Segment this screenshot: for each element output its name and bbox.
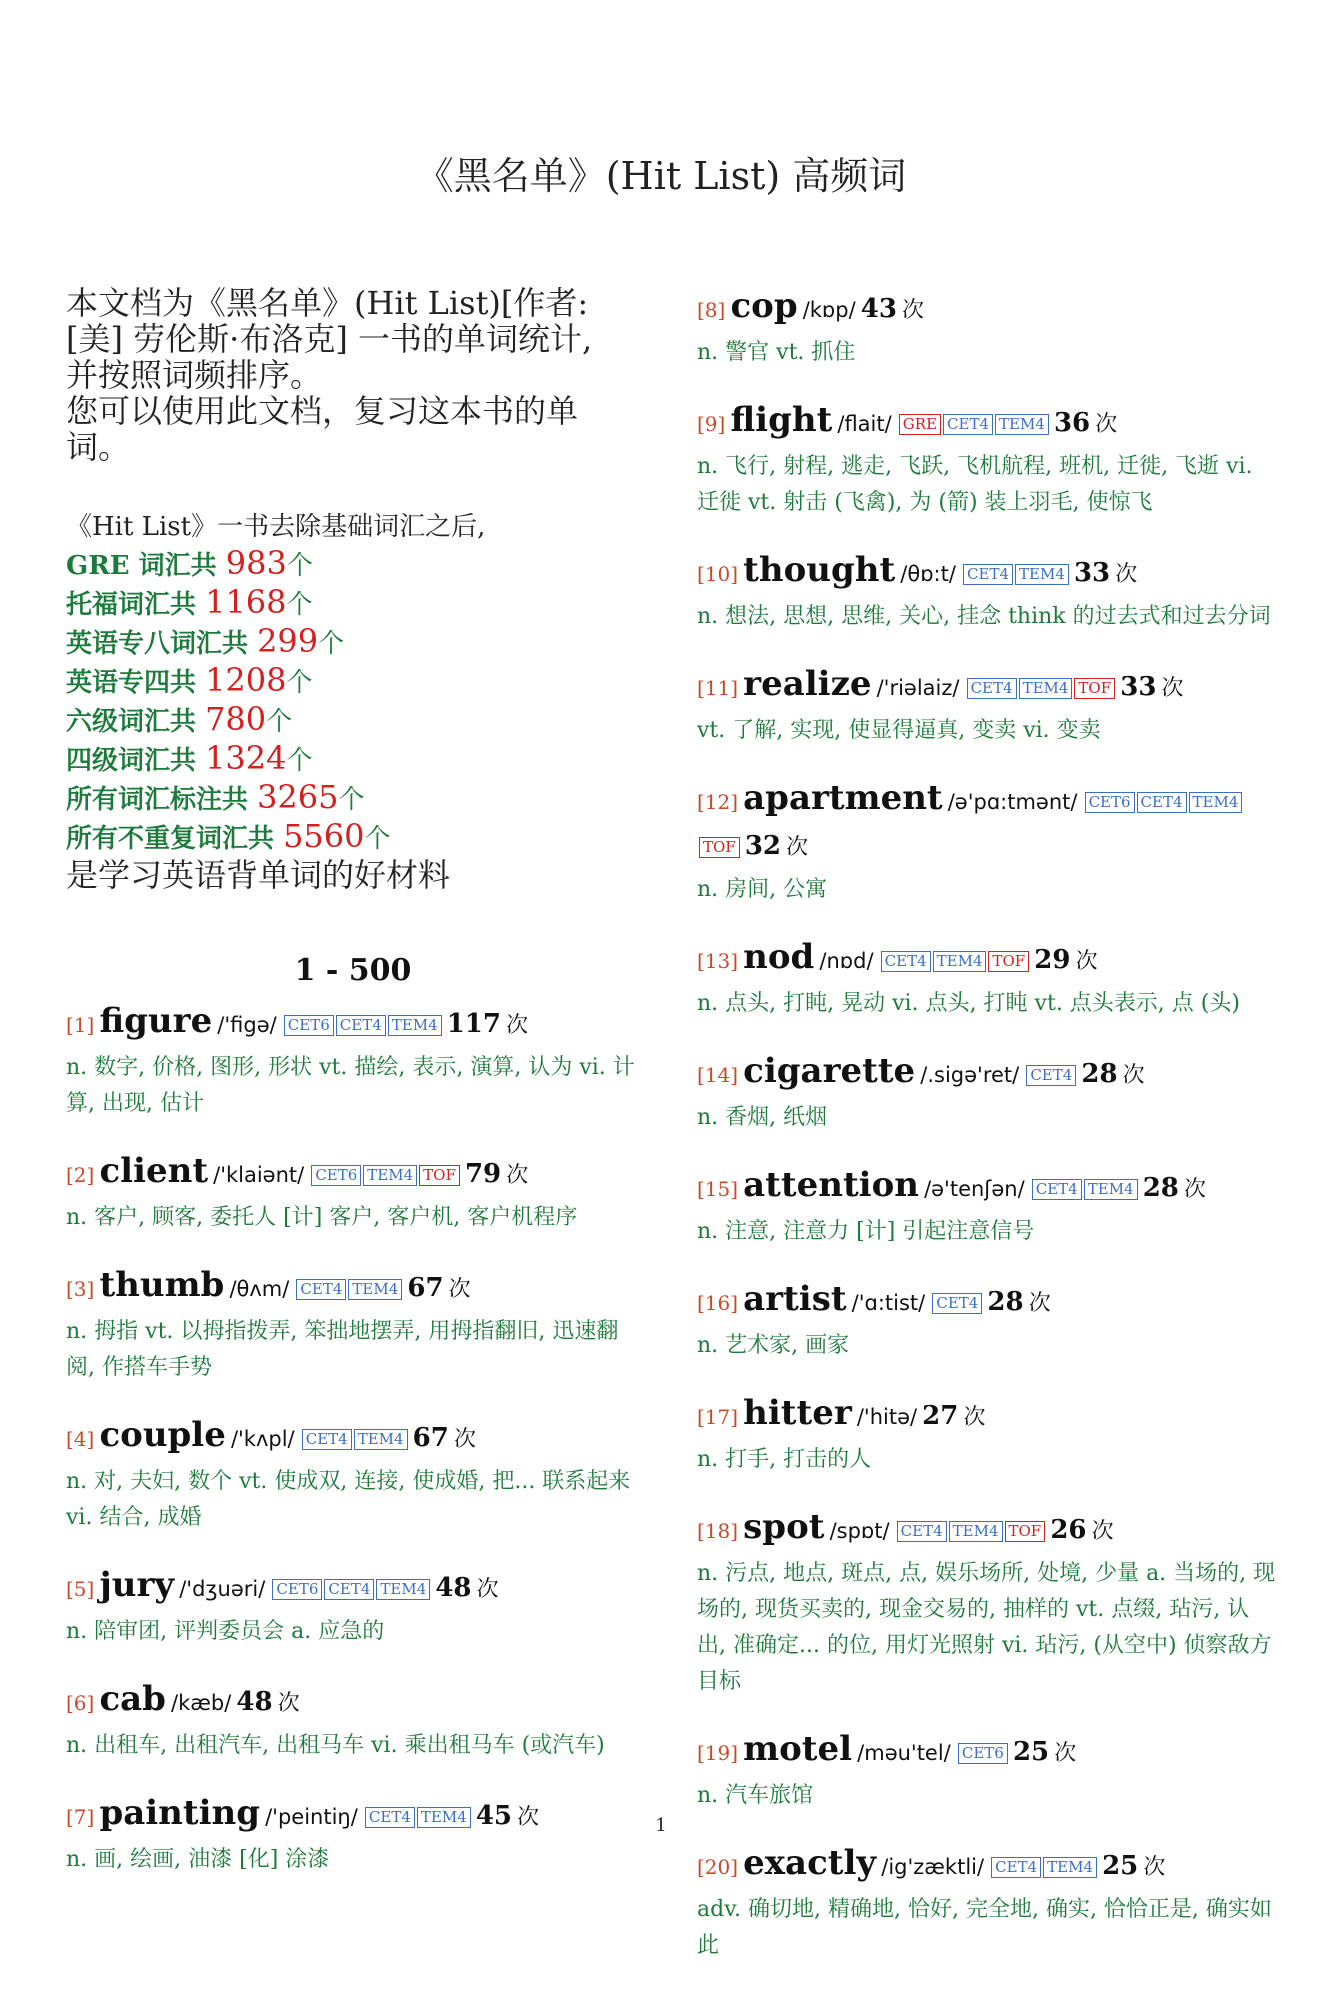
- exam-tag: CET4: [296, 1279, 346, 1300]
- entry-index: [7]: [66, 1805, 95, 1829]
- entry-count: 26: [1050, 1515, 1087, 1545]
- entry-index: [6]: [66, 1691, 95, 1715]
- entry-headline: [66, 1678, 640, 1726]
- entry-count: 36: [1053, 408, 1091, 438]
- word-entry: [697, 1392, 1277, 1478]
- entry-index: [4]: [66, 1427, 95, 1451]
- word-entry: [66, 1264, 640, 1386]
- intro-line: 词。: [66, 428, 131, 466]
- stat-number: 983: [225, 544, 287, 582]
- entry-word: motel: [743, 1729, 853, 1769]
- entry-phonetic: /kɒp/: [802, 298, 856, 322]
- word-entry: [697, 1842, 1277, 1964]
- stat-label: GRE 词汇共: [66, 551, 226, 581]
- entry-phonetic: /ig'zæktli/: [881, 1855, 985, 1879]
- entry-headline: [66, 1564, 640, 1612]
- word-entry: [697, 285, 1277, 371]
- stats-conclusion: 是学习英语背单词的好材料: [66, 856, 451, 894]
- entry-phonetic: /θɒ:t/: [900, 562, 956, 586]
- count-unit: 次: [1028, 1291, 1051, 1316]
- entry-definition: n. 客户, 顾客, 委托人 [计] 客户, 客户机, 客户机程序: [66, 1205, 578, 1230]
- word-entry: [697, 399, 1277, 521]
- stat-row: [66, 584, 640, 623]
- entry-headline: [697, 1506, 1277, 1554]
- entry-phonetic: /'kʌpl/: [230, 1427, 295, 1451]
- entry-count: 25: [1012, 1737, 1050, 1767]
- word-list-right: [697, 285, 1277, 1964]
- stat-number: 780: [205, 700, 267, 738]
- entry-headline: [697, 777, 1277, 870]
- stat-unit: 个: [338, 785, 365, 815]
- entry-index: [3]: [66, 1277, 95, 1301]
- entry-definition: n. 房间, 公寓: [697, 877, 828, 902]
- entry-index: [13]: [697, 949, 739, 973]
- entry-phonetic: /'riəlaiz/: [876, 676, 960, 700]
- exam-tag: TEM4: [1043, 1857, 1097, 1878]
- stat-unit: 个: [286, 590, 313, 620]
- count-unit: 次: [963, 1405, 986, 1430]
- entry-count: 27: [922, 1401, 959, 1431]
- entry-word: hitter: [743, 1393, 852, 1433]
- entry-phonetic: /'peintiŋ/: [265, 1805, 358, 1829]
- intro-line: 并按照词频排序。: [66, 356, 323, 394]
- entry-word: attention: [743, 1165, 919, 1205]
- entry-count: 28: [987, 1287, 1024, 1317]
- entry-headline: [697, 1728, 1277, 1776]
- entry-word: painting: [99, 1793, 260, 1833]
- entry-count: 25: [1102, 1851, 1139, 1881]
- entry-index: [2]: [66, 1163, 95, 1187]
- stats-heading: 《Hit List》一书去除基础词汇之后,: [66, 512, 486, 542]
- stat-row: [66, 740, 640, 779]
- exam-tag: TEM4: [949, 1521, 1003, 1542]
- stat-label: 英语专四共: [66, 668, 206, 698]
- entry-index: [17]: [697, 1405, 739, 1429]
- entry-headline: [697, 663, 1277, 711]
- entry-definition: n. 污点, 地点, 斑点, 点, 娱乐场所, 处境, 少量 a. 当场的, 现场的, 现货买卖的, 现金交易的, 抽样的 vt. 点缀, 玷污, 认出, 准确定... 的位, 用灯光照射 vi. 玷污, (从空中) 侦察敌方目标: [697, 1561, 1276, 1694]
- stat-label: 英语专八词汇共: [66, 629, 258, 659]
- stat-unit: 个: [266, 707, 293, 737]
- stat-label: 四级词汇共: [66, 746, 206, 776]
- entry-definition: vt. 了解, 实现, 使显得逼真, 变卖 vi. 变卖: [697, 718, 1101, 743]
- word-entry: [697, 549, 1277, 635]
- count-unit: 次: [1161, 676, 1184, 701]
- exam-tag: TOF: [699, 837, 740, 858]
- entry-count: 29: [1034, 945, 1071, 975]
- entry-count: 67: [412, 1423, 449, 1453]
- entry-index: [19]: [697, 1741, 739, 1765]
- exam-tag: TEM4: [1189, 792, 1243, 813]
- exam-tag: TEM4: [348, 1279, 402, 1300]
- entry-phonetic: /.sigə'ret/: [920, 1063, 1020, 1087]
- exam-tag: CET4: [897, 1521, 947, 1542]
- entry-phonetic: /spɒt/: [829, 1519, 890, 1543]
- entry-headline: [66, 1264, 640, 1312]
- entry-headline: [697, 549, 1277, 597]
- entry-definition: n. 画, 绘画, 油漆 [化] 涂漆: [66, 1847, 330, 1872]
- word-entry: [697, 936, 1277, 1022]
- exam-tag: CET4: [967, 678, 1017, 699]
- exam-tag: CET4: [991, 1857, 1041, 1878]
- entry-count: 48: [435, 1573, 472, 1603]
- word-entry: [697, 1728, 1277, 1814]
- entry-word: spot: [743, 1507, 825, 1547]
- entry-count: 117: [446, 1009, 501, 1039]
- word-entry: [697, 777, 1277, 908]
- stats-list: [66, 545, 640, 857]
- entry-headline: [697, 285, 1277, 333]
- exam-tag: CET4: [932, 1293, 982, 1314]
- entry-count: 28: [1081, 1059, 1118, 1089]
- exam-tag: CET6: [311, 1165, 361, 1186]
- exam-tag: CET6: [272, 1579, 322, 1600]
- vocab-stats: [66, 509, 640, 893]
- stat-unit: 个: [364, 824, 391, 854]
- exam-tag: TOF: [1005, 1521, 1046, 1542]
- count-unit: 次: [1143, 1855, 1166, 1880]
- entry-definition: adv. 确切地, 精确地, 恰好, 完全地, 确实, 恰恰正是, 确实如此: [697, 1897, 1272, 1958]
- entry-definition: n. 出租车, 出租汽车, 出租马车 vi. 乘出租马车 (或汽车): [66, 1733, 605, 1758]
- entry-index: [8]: [697, 298, 726, 322]
- entry-count: 28: [1142, 1173, 1179, 1203]
- exam-tag: CET4: [1032, 1179, 1082, 1200]
- stat-row: [66, 662, 640, 701]
- entry-definition: n. 香烟, 纸烟: [697, 1105, 828, 1130]
- exam-tag: CET6: [958, 1743, 1008, 1764]
- entry-phonetic: /'klaiənt/: [213, 1163, 305, 1187]
- exam-tag: TEM4: [363, 1165, 417, 1186]
- exam-tag: TEM4: [1084, 1179, 1138, 1200]
- entry-phonetic: /'hitə/: [856, 1405, 918, 1429]
- right-column: [697, 285, 1277, 1992]
- entry-index: [14]: [697, 1063, 739, 1087]
- word-entry: [66, 1150, 640, 1236]
- entry-word: artist: [743, 1279, 847, 1319]
- entry-phonetic: /ə'tenʃən/: [924, 1177, 1025, 1201]
- entry-index: [10]: [697, 562, 739, 586]
- entry-headline: [697, 936, 1277, 984]
- word-entry: [66, 1678, 640, 1764]
- word-entry: [697, 1050, 1277, 1136]
- entry-count: 33: [1120, 672, 1157, 702]
- word-list-left: [66, 1000, 640, 1878]
- count-unit: 次: [1054, 1741, 1077, 1766]
- entry-definition: n. 打手, 打击的人: [697, 1447, 872, 1472]
- entry-word: client: [99, 1151, 209, 1191]
- entry-definition: n. 数字, 价格, 图形, 形状 vt. 描绘, 表示, 演算, 认为 vi. 计算, 出现, 估计: [66, 1055, 635, 1116]
- entry-phonetic: /'ɑ:tist/: [851, 1291, 926, 1315]
- stat-row: [66, 701, 640, 740]
- entry-definition: n. 陪审团, 评判委员会 a. 应急的: [66, 1619, 385, 1644]
- exam-tag: TEM4: [417, 1807, 471, 1828]
- entry-count: 32: [744, 831, 781, 861]
- entry-headline: [697, 1392, 1277, 1440]
- intro-line: 您可以使用此文档，复习这本书的单: [66, 392, 579, 430]
- exam-tag: GRE: [899, 414, 941, 435]
- entry-headline: [697, 1050, 1277, 1098]
- exam-tag: CET4: [365, 1807, 415, 1828]
- entry-definition: n. 想法, 思想, 思维, 关心, 挂念 think 的过去式和过去分词: [697, 604, 1271, 629]
- entry-phonetic: /nɒd/: [819, 949, 874, 973]
- exam-tag: TOF: [1074, 678, 1115, 699]
- entry-headline: [66, 1414, 640, 1462]
- entry-definition: n. 拇指 vt. 以拇指拨弄, 笨拙地摆弄, 用拇指翻旧, 迅速翻阅, 作搭车手势: [66, 1319, 619, 1380]
- exam-tag: CET6: [284, 1015, 334, 1036]
- entry-headline: [66, 1150, 640, 1198]
- entry-headline: [697, 1164, 1277, 1212]
- entry-word: apartment: [743, 778, 943, 818]
- document-title: 《黑名单》(Hit List) 高频词: [415, 154, 907, 198]
- count-unit: 次: [1122, 1063, 1145, 1088]
- entry-index: [16]: [697, 1291, 739, 1315]
- entry-count: 67: [407, 1273, 444, 1303]
- entry-word: cigarette: [743, 1051, 916, 1091]
- exam-tag: CET4: [1026, 1065, 1076, 1086]
- range-heading: 1 - 500: [294, 953, 412, 988]
- entry-index: [11]: [697, 676, 739, 700]
- entry-count: 43: [860, 294, 897, 324]
- entry-count: 33: [1073, 558, 1111, 588]
- entry-headline: [697, 399, 1277, 447]
- entry-index: [9]: [697, 412, 726, 436]
- word-entry: [697, 1164, 1277, 1250]
- entry-phonetic: /θʌm/: [229, 1277, 290, 1301]
- exam-tag: CET4: [336, 1015, 386, 1036]
- exam-tag: CET4: [881, 951, 931, 972]
- entry-word: couple: [99, 1415, 226, 1455]
- entry-headline: [66, 1000, 640, 1048]
- count-unit: 次: [506, 1163, 529, 1188]
- entry-index: [1]: [66, 1013, 95, 1037]
- entry-word: thought: [743, 550, 896, 590]
- entry-word: realize: [743, 664, 872, 704]
- intro-line: 本文档为《黑名单》(Hit List)[作者:: [66, 284, 589, 322]
- stat-unit: 个: [286, 746, 313, 776]
- entry-headline: [697, 1278, 1277, 1326]
- stat-label: 所有不重复词汇共: [66, 824, 284, 854]
- count-unit: 次: [902, 298, 925, 323]
- exam-tag: TEM4: [354, 1429, 408, 1450]
- entry-count: 48: [236, 1687, 273, 1717]
- entry-word: cab: [99, 1679, 166, 1719]
- entry-word: jury: [99, 1565, 175, 1605]
- count-unit: 次: [786, 835, 809, 860]
- stat-number: 5560: [283, 817, 365, 855]
- word-entry: [697, 1278, 1277, 1364]
- entry-word: thumb: [99, 1265, 225, 1305]
- entry-word: exactly: [743, 1843, 877, 1883]
- stat-number: 1168: [205, 583, 287, 621]
- entry-phonetic: /kæb/: [171, 1691, 232, 1715]
- entry-definition: n. 点头, 打盹, 晃动 vi. 点头, 打盹 vt. 点头表示, 点 (头): [697, 991, 1240, 1016]
- entry-word: flight: [730, 400, 833, 440]
- count-unit: 次: [1115, 562, 1138, 587]
- stat-unit: 个: [286, 551, 313, 581]
- count-unit: 次: [277, 1691, 300, 1716]
- entry-word: cop: [730, 286, 798, 326]
- entry-index: [18]: [697, 1519, 739, 1543]
- entry-phonetic: /'dʒuəri/: [179, 1577, 266, 1601]
- exam-tag: CET4: [324, 1579, 374, 1600]
- entry-index: [15]: [697, 1177, 739, 1201]
- intro-paragraph: [66, 285, 640, 465]
- stat-row: [66, 545, 640, 584]
- left-column: [66, 285, 640, 1906]
- exam-tag: TEM4: [388, 1015, 442, 1036]
- word-entry: [697, 663, 1277, 749]
- exam-tag: TEM4: [1019, 678, 1073, 699]
- entry-phonetic: /flait/: [837, 412, 892, 436]
- stat-label: 六级词汇共: [66, 707, 206, 737]
- count-unit: 次: [517, 1805, 540, 1830]
- stat-unit: 个: [286, 668, 313, 698]
- entry-definition: n. 汽车旅馆: [697, 1783, 814, 1808]
- entry-definition: n. 警官 vt. 抓住: [697, 340, 856, 365]
- stat-row: [66, 779, 640, 818]
- stat-number: 1324: [205, 739, 287, 777]
- count-unit: 次: [1095, 412, 1118, 437]
- stat-label: 所有词汇标注共: [66, 785, 258, 815]
- entry-definition: n. 艺术家, 画家: [697, 1333, 850, 1358]
- count-unit: 次: [453, 1427, 476, 1452]
- count-unit: 次: [448, 1277, 471, 1302]
- entry-index: [12]: [697, 790, 739, 814]
- word-entry: [66, 1414, 640, 1536]
- word-entry: [66, 1564, 640, 1650]
- stat-number: 1208: [205, 661, 287, 699]
- stat-row: [66, 623, 640, 662]
- entry-word: figure: [99, 1001, 213, 1041]
- entry-headline: [697, 1842, 1277, 1890]
- count-unit: 次: [476, 1577, 499, 1602]
- stat-unit: 个: [318, 629, 345, 659]
- word-entry: [697, 1506, 1277, 1700]
- entry-definition: n. 注意, 注意力 [计] 引起注意信号: [697, 1219, 1035, 1244]
- exam-tag: CET4: [963, 564, 1013, 585]
- entry-count: 79: [464, 1159, 502, 1189]
- exam-tag: CET4: [943, 414, 993, 435]
- exam-tag: TOF: [419, 1165, 460, 1186]
- exam-tag: TEM4: [376, 1579, 430, 1600]
- count-unit: 次: [1075, 949, 1098, 974]
- count-unit: 次: [506, 1013, 529, 1038]
- page-number: 1: [655, 1815, 667, 1836]
- stat-number: 299: [257, 622, 319, 660]
- count-unit: 次: [1183, 1177, 1206, 1202]
- entry-phonetic: /ə'pɑ:tmənt/: [947, 790, 1078, 814]
- entry-index: [20]: [697, 1855, 739, 1879]
- entry-definition: n. 飞行, 射程, 逃走, 飞跃, 飞机航程, 班机, 迁徙, 飞逝 vi. 迁徙 vt. 射击 (飞禽), 为 (箭) 装上羽毛, 使惊飞: [697, 454, 1253, 515]
- entry-index: [5]: [66, 1577, 95, 1601]
- entry-word: nod: [743, 937, 815, 977]
- entry-definition: n. 对, 夫妇, 数个 vt. 使成双, 连接, 使成婚, 把... 联系起来 vi. 结合, 成婚: [66, 1469, 631, 1530]
- stat-label: 托福词汇共: [66, 590, 206, 620]
- exam-tag: TOF: [988, 951, 1029, 972]
- exam-tag: TEM4: [1015, 564, 1069, 585]
- exam-tag: CET6: [1085, 792, 1135, 813]
- exam-tag: TEM4: [933, 951, 987, 972]
- word-entry: [66, 1000, 640, 1122]
- entry-count: 45: [475, 1801, 513, 1831]
- entry-phonetic: /'figə/: [217, 1013, 277, 1037]
- stat-row: [66, 818, 640, 857]
- count-unit: 次: [1091, 1519, 1114, 1544]
- entry-phonetic: /məu'tel/: [857, 1741, 951, 1765]
- exam-tag: TEM4: [995, 414, 1049, 435]
- exam-tag: CET4: [302, 1429, 352, 1450]
- stat-number: 3265: [257, 778, 339, 816]
- intro-line: [美] 劳伦斯·布洛克] 一书的单词统计,: [66, 320, 593, 358]
- exam-tag: CET4: [1137, 792, 1187, 813]
